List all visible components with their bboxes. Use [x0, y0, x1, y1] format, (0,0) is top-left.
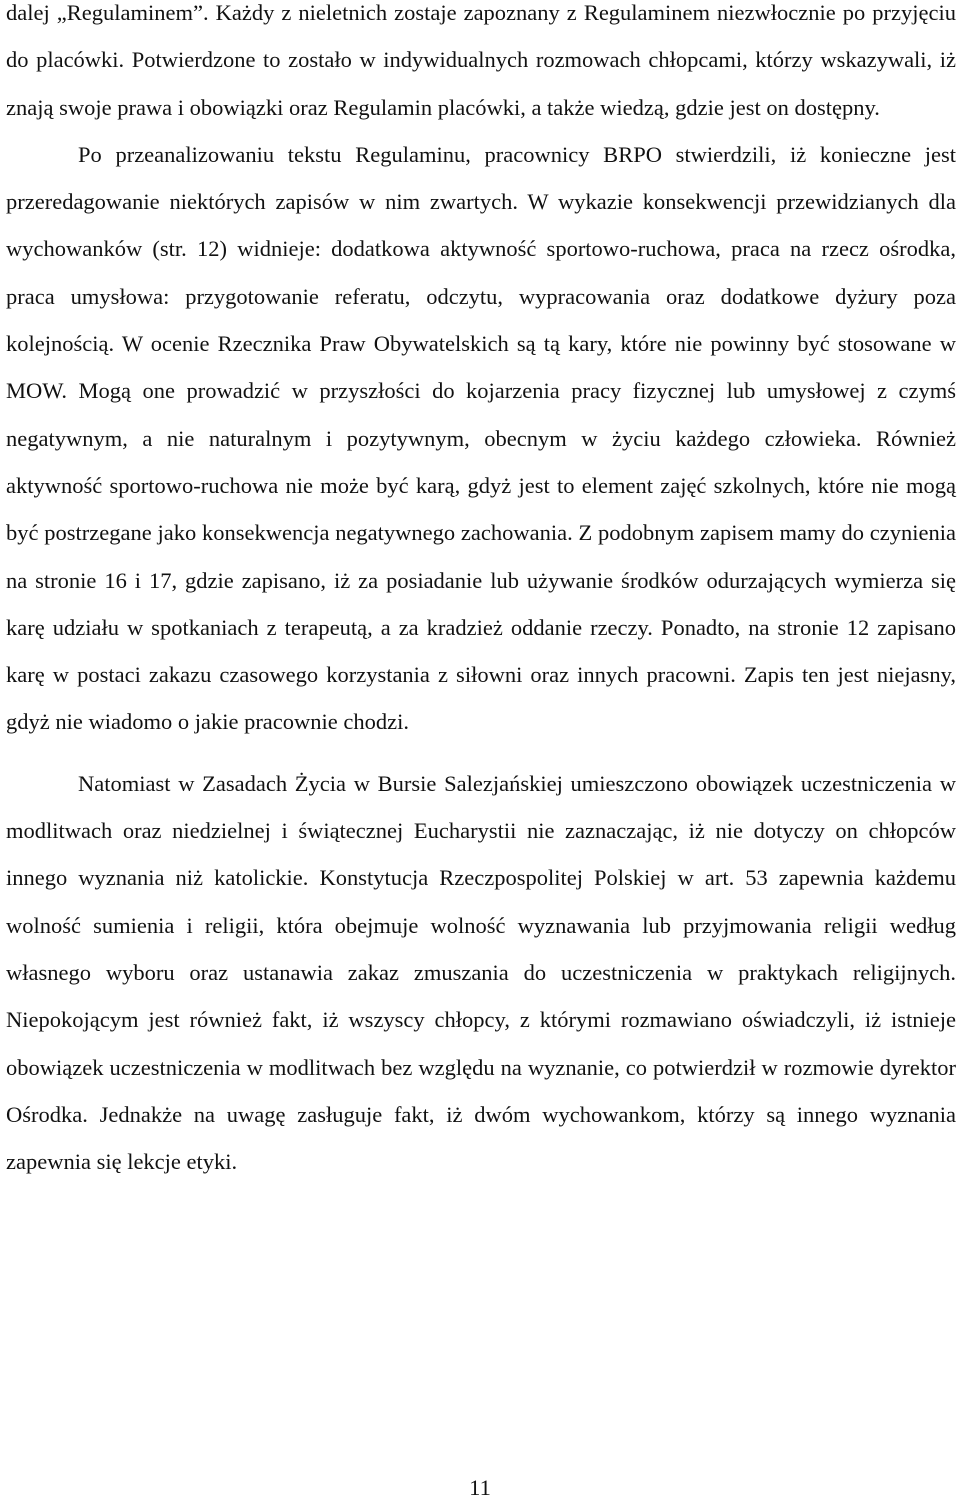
paragraph-continuation: dalej „Regulaminem”. Każdy z nieletnich zostaje zapoznany z Regulaminem niezwłocznie po przyjęciu do placówki. Potwierdzone to zostało w indywidualnych rozmowach chłopcami, którzy wskazywali, iż znają swoje prawa i obowiązki oraz Regulamin placówki, a także wiedzą, gdzie jest on dostępny. [6, 0, 956, 120]
page-number: 11 [469, 1475, 491, 1500]
paragraph-regulamin-analysis: Po przeanalizowaniu tekstu Regulaminu, pracownicy BRPO stwierdzili, iż konieczne jest przeredagowanie niektórych zapisów w nim zwartych. W wykazie konsekwencji przewidzianych dla wychowanków (str. 12) widnieje: dodatkowa aktywność sportowo-ruchowa, praca na rzecz ośrodka, praca umysłowa: przygotowanie referatu, odczytu, wypracowania oraz dodatkowe dyżury poza kolejnością. W ocenie Rzecznika Praw Obywatelskich są tą kary, które nie powinny być stosowane w MOW. Mogą one prowadzić w przyszłości do kojarzenia pracy fizycznej lub umysłowej z czymś negatywnym, a nie naturalnym i pozytywnym, obecnym w życiu każdego człowieka. Również aktywność sportowo-ruchowa nie może być karą, gdyż jest to element zajęć szkolnych, które nie mogą być postrzegane jako konsekwencja negatywnego zachowania. Z podobnym zapisem mamy do czynienia na stronie 16 i 17, gdzie zapisano, iż za posiadanie lub używanie środków odurzających wymierza się karę udziału w spotkaniach z terapeutą, a za kradzież oddanie rzeczy. Ponadto, na stronie 12 zapisano karę w postaci zakazu czasowego korzystania z siłowni oraz innych pracowni. Zapis ten jest niejasny, gdyż nie wiadomo o jakie pracownie chodzi. [6, 141, 956, 735]
document-page [6, 0, 956, 1185]
paragraph-religious-freedom: Natomiast w Zasadach Życia w Bursie Salezjańskiej umieszczono obowiązek uczestniczenia w modlitwach oraz niedzielnej i świątecznej Eucharystii nie zaznaczając, iż nie dotyczy on chłopców innego wyznania niż katolickie. Konstytucja Rzeczpospolitej Polskiej w art. 53 zapewnia każdemu wolność sumienia i religii, która obejmuje wolność wyznawania lub przyjmowania religii według własnego wyboru oraz ustanawia zakaz zmuszania do uczestniczenia w praktykach religijnych. Niepokojącym jest również fakt, iż wszyscy chłopcy, z którymi rozmawiano oświadczyli, iż istnieje obowiązek uczestniczenia w modlitwach bez względu na wyznanie, co potwierdził w rozmowie dyrektor Ośrodka. Jednakże na uwagę zasługuje fakt, iż dwóm wychowankom, którzy są innego wyznania zapewnia się lekcje etyki. [6, 770, 956, 1175]
